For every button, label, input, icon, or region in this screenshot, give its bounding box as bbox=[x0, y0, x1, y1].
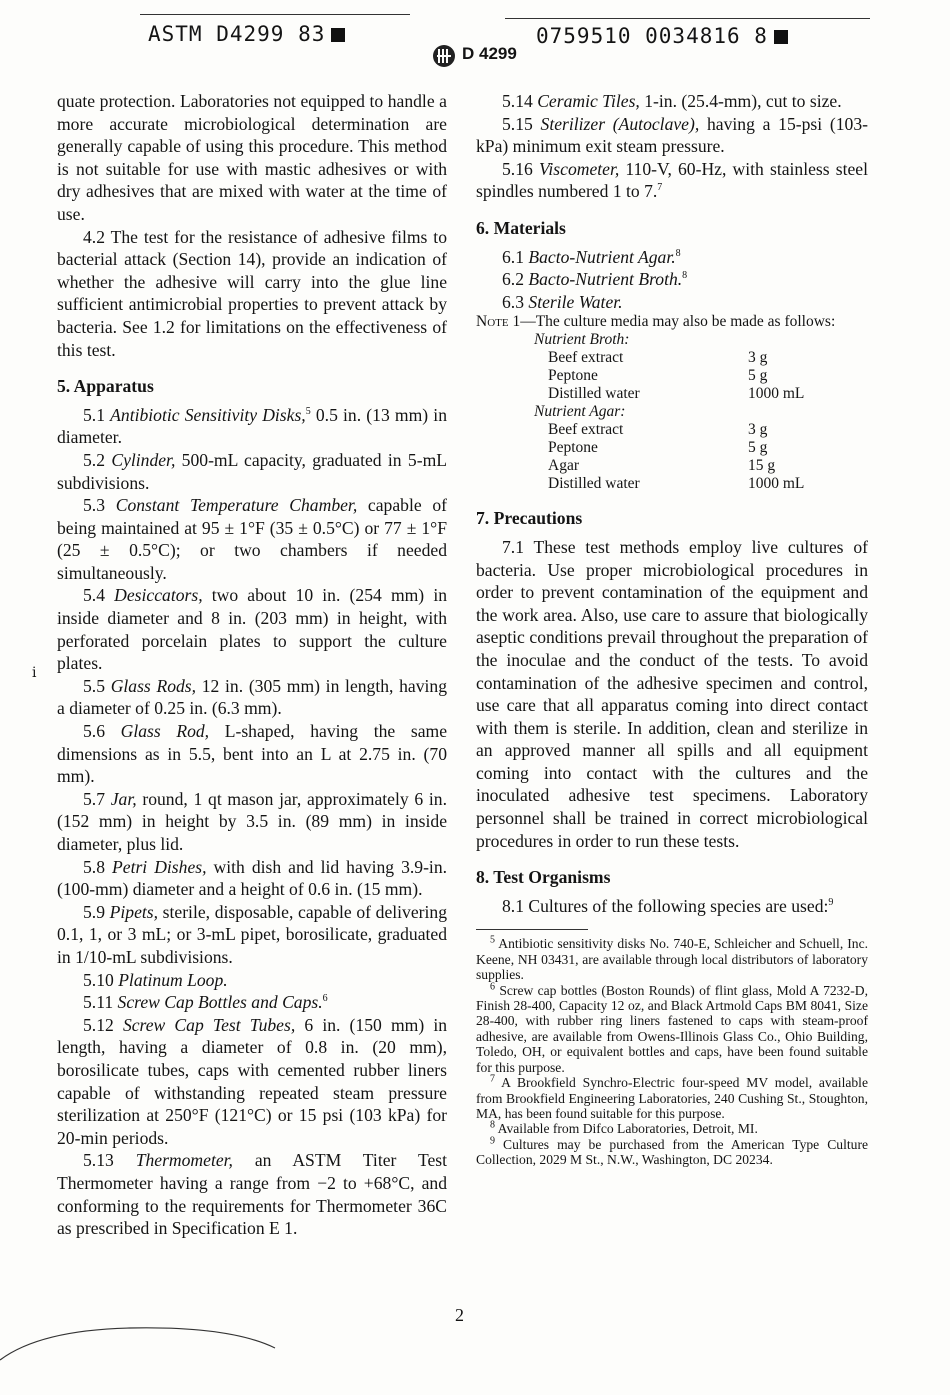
ingredient-name: Beef extract bbox=[548, 349, 624, 367]
note-1 bbox=[476, 313, 868, 331]
right-column-top bbox=[476, 90, 868, 313]
ingredient-quantity: 3 g bbox=[748, 421, 768, 439]
recipe-row bbox=[534, 349, 868, 367]
footnote: $^7$ A Brookfield Synchro-Electric four-speed MV model, available from Brookfield Engineering Laboratories, 240 Cushing St., Stoughton, MA, has been found suitable for this purpose. bbox=[476, 1073, 868, 1121]
ingredient-name: Beef extract bbox=[548, 421, 624, 439]
footnote: $^8$ Available from Difco Laboratories, Detroit, MI. bbox=[490, 1119, 758, 1137]
culture-media-recipe bbox=[534, 331, 868, 493]
black-square-icon bbox=[331, 28, 345, 42]
ingredient-name: Peptone bbox=[548, 439, 598, 457]
footnotes bbox=[476, 936, 868, 1167]
paragraph: 5.10 Platinum Loop. bbox=[83, 969, 228, 990]
section-heading: 6. Materials bbox=[476, 217, 566, 238]
paragraph: 5.11 Screw Cap Bottles and Caps.$^6$ bbox=[83, 992, 328, 1013]
margin-mark: ⅰ bbox=[32, 666, 37, 681]
astm-logo-icon bbox=[432, 44, 456, 68]
header-left-code-text: ASTM D4299 83 bbox=[148, 22, 326, 46]
ingredient-name: Distilled water bbox=[548, 385, 640, 403]
paragraph: 6.2 Bacto-Nutrient Broth.$^8$ bbox=[502, 269, 688, 290]
paragraph: 5.8 Petri Dishes, with dish and lid having 3.9-in. (100-mm) diameter and a height of 0.6 in. (15 mm). bbox=[57, 856, 448, 900]
recipe-row bbox=[534, 439, 868, 457]
header-rule-left bbox=[140, 14, 410, 15]
recipe-row bbox=[534, 385, 868, 403]
header-rule-right bbox=[505, 18, 870, 19]
paragraph: quate protection. Laboratories not equipped to handle a more accurate microbiological determination are generally capable of using this procedure. This method is not suitable for use with mastic adhesives or with dry adhesives that are mixed with water at the time of use. bbox=[57, 91, 447, 224]
paragraph: 8.1 Cultures of the following species are used:$^9$ bbox=[502, 895, 834, 916]
recipe-category: Nutrient Broth: bbox=[534, 331, 630, 349]
paragraph: 5.2 Cylinder, 500-mL capacity, graduated in 5-mL subdivisions. bbox=[57, 449, 447, 493]
recipe-row bbox=[534, 367, 868, 385]
ingredient-quantity: 1000 mL bbox=[748, 475, 805, 493]
ingredient-quantity: 15 g bbox=[748, 457, 776, 475]
section-heading: 8. Test Organisms bbox=[476, 867, 611, 888]
paragraph: 6.3 Sterile Water. bbox=[502, 291, 623, 312]
header-right-code-text: 0759510 0034816 8 bbox=[536, 24, 768, 48]
footnote: $^9$ Cultures may be purchased from the American Type Culture Collection, 2029 M St., N.W., Washington, DC 20234. bbox=[476, 1135, 868, 1168]
paragraph: 5.6 Glass Rod, L-shaped, having the same dimensions as in 5.5, bent into an L at 2.75 in. (70 mm). bbox=[57, 721, 448, 787]
left-column bbox=[57, 90, 447, 1240]
paragraph: 5.16 Viscometer, 110-V, 60-Hz, with stainless steel spindles numbered 1 to 7.$^7$ bbox=[476, 158, 868, 202]
paragraph: 5.4 Desiccators, two about 10 in. (254 mm) in inside diameter and 8 in. (203 mm) in height, with perforated porcelain plates to support the culture plates. bbox=[57, 585, 448, 674]
document-designation: D 4299 bbox=[462, 44, 517, 63]
section-heading: 7. Precautions bbox=[476, 508, 583, 529]
ingredient-name: Peptone bbox=[548, 367, 598, 385]
paragraph: 4.2 The test for the resistance of adhesive films to bacterial attack (Section 14), provide an indication of whether the adhesive will carry into the glue line sufficient antimicrobial properties to prevent attack by bacteria. See 1.2 for limitations on the effectiveness of this test. bbox=[57, 226, 447, 360]
paragraph: 5.5 Glass Rods, 12 in. (305 mm) in length, having a diameter of 0.25 in. (6.3 mm). bbox=[57, 675, 448, 719]
paragraph: 5.7 Jar, round, 1 qt mason jar, approximately 6 in. (152 mm) in height by 3.5 in. (89 mm) in inside diameter, plus lid. bbox=[57, 788, 447, 854]
recipe-category: Nutrient Agar: bbox=[534, 403, 626, 421]
recipe-row bbox=[534, 475, 868, 493]
paragraph: 5.14 Ceramic Tiles, 1-in. (25.4-mm), cut to size. bbox=[502, 91, 842, 111]
ingredient-quantity: 1000 mL bbox=[748, 385, 805, 403]
header-right-code bbox=[536, 24, 788, 48]
paragraph: 5.15 Sterilizer (Autoclave), having a 15-psi (103-kPa) minimum exit steam pressure. bbox=[476, 113, 868, 157]
recipe-row bbox=[534, 457, 868, 475]
page-number: 2 bbox=[455, 1305, 464, 1325]
right-column-bottom bbox=[476, 507, 868, 917]
right-column bbox=[476, 90, 868, 1168]
section-heading: 5. Apparatus bbox=[57, 376, 154, 397]
paragraph: 5.3 Constant Temperature Chamber, capable of being maintained at 95 ± 1°F (35 ± 0.5°C) or 77 ± 1°F (25 ± 0.5°C); or two chambers if needed simultaneously. bbox=[57, 495, 448, 583]
ingredient-quantity: 3 g bbox=[748, 349, 768, 367]
black-square-icon bbox=[774, 30, 788, 44]
paragraph: 5.1 Antibiotic Sensitivity Disks,$^5$ 0.5 in. (13 mm) in diameter. bbox=[57, 404, 447, 448]
ingredient-quantity: 5 g bbox=[748, 439, 768, 457]
ingredient-name: Distilled water bbox=[548, 475, 640, 493]
paragraph: 7.1 These test methods employ live cultures of bacteria. Use proper microbiological procedures in order to prevent contamination of the equipment and the work area. Also, use care to assure that biologically aseptic conditions prevail throughout the preparation of the inoculae and the conduct of the tests. To avoid contamination of the adhesive specimen and control, use care that all apparatus coming into direct contact with them is sterile. In addition, clean and sterilize in an approved manner all spills and all equipment coming into contact with the cultures and the inoculated adhesive test specimens. Laboratory personnel shall be trained in correct microbiological procedures in order to run these tests. bbox=[476, 536, 868, 851]
footnote: $^5$ Antibiotic sensitivity disks No. 740-E, Schleicher and Schuell, Inc. Keene, NH 03431, are available through local distributors of laboratory supplies. bbox=[476, 934, 868, 983]
header-left-code bbox=[148, 22, 345, 46]
paragraph: 6.1 Bacto-Nutrient Agar.$^8$ bbox=[502, 246, 681, 267]
ingredient-name: Agar bbox=[548, 457, 579, 475]
ingredient-quantity: 5 g bbox=[748, 367, 768, 385]
footnote-rule bbox=[476, 929, 588, 930]
scan-artifact-curve bbox=[0, 1320, 300, 1390]
recipe-row bbox=[534, 421, 868, 439]
footnote: $^6$ Screw cap bottles (Boston Rounds) of flint glass, Mold A 7232-D, Finish 28-400, Capacity 12 oz, and Black Artmold Caps BM 8041, Size 28-400, with rubber ring liners fastened to caps with steam-proof adhesive, are available from Owens-Illinois Glass Co., Ohio Building, Toledo, OH, or equivalent bottles and caps, have been found suitable for this purpose. bbox=[476, 981, 868, 1075]
paragraph: 5.12 Screw Cap Test Tubes, 6 in. (150 mm) in length, having a diameter of 0.8 in. (20 mm), borosilicate tubes, caps with cemented rubber liners capable of withstanding repeated steam pressure sterilization at 250°F (121°C) or 15 psi (103 kPa) for 20-min periods. bbox=[57, 1014, 448, 1148]
paragraph: 5.13 Thermometer, an ASTM Titer Test Thermometer having a range from −2 to +68°C, and conforming to the requirements for Thermometer 36C as prescribed in Specification E 1. bbox=[57, 1150, 448, 1239]
note-label: Note 1 bbox=[476, 313, 521, 331]
paragraph: 5.9 Pipets, sterile, disposable, capable of delivering 0.1, 1, or 3 mL; or 3-mL pipet, borosilicate, graduated in 1/10-mL subdivisions. bbox=[57, 901, 447, 967]
note-text: —The culture media may also be made as follows: bbox=[520, 313, 836, 331]
